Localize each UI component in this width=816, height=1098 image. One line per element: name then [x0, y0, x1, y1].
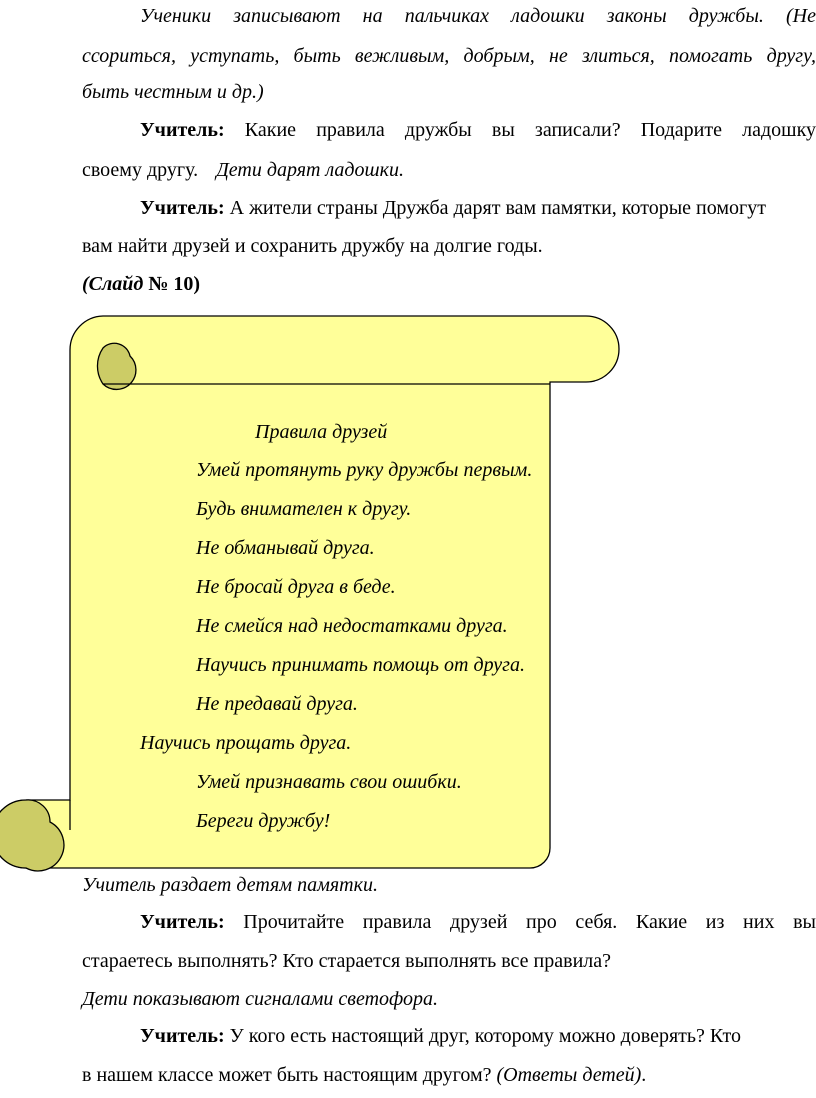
children-answers: (Ответы детей)	[496, 1064, 642, 1086]
friendship-rule: Не обманывай друга.	[196, 537, 375, 559]
teacher-line-4: вам найти друзей и сохранить дружбу на долгие годы.	[82, 235, 543, 257]
teacher-line-8: в нашем классе может быть настоящим другом? (Ответы детей).	[82, 1064, 647, 1086]
teacher-hands-out: Учитель раздает детям памятки.	[82, 874, 378, 896]
intro-line-3: быть честным и др.)	[82, 81, 264, 103]
slide-reference: (Слайд № 10)	[82, 273, 201, 295]
friendship-rule: Береги дружбу!	[196, 810, 331, 832]
teacher-text: своему другу.	[82, 159, 199, 181]
teacher-text: Прочитайте правила друзей про себя. Какие из них вы	[224, 911, 816, 933]
friendship-rule: Умей признавать свои ошибки.	[196, 771, 462, 793]
friendship-rule: Умей протянуть руку дружбы первым.	[196, 459, 533, 481]
speaker-label: Учитель:	[140, 1025, 225, 1047]
children-signals: Дети показывают сигналами светофора.	[82, 988, 438, 1010]
scroll-title: Правила друзей	[255, 421, 388, 443]
friendship-rule: Не предавай друга.	[196, 693, 358, 715]
teacher-text: У кого есть настоящий друг, которому можно доверять? Кто	[224, 1025, 741, 1047]
friendship-rule: Научись прощать друга.	[140, 732, 352, 754]
speaker-label: Учитель:	[140, 119, 225, 141]
friendship-rule: Не смейся над недостатками друга.	[196, 615, 508, 637]
friendship-rule: Будь внимателен к другу.	[196, 498, 412, 520]
children-action: Дети дарят ладошки.	[216, 159, 404, 181]
teacher-text: Какие правила дружбы вы записали? Подарите ладошку	[224, 119, 816, 141]
teacher-text: в нашем классе может быть настоящим другом?	[82, 1064, 492, 1086]
speaker-label: Учитель:	[140, 197, 225, 219]
slide-number: № 10)	[143, 273, 201, 295]
teacher-line-7	[140, 1024, 816, 1048]
friendship-rule: Не бросай друга в беде.	[196, 576, 396, 598]
slide-word: Слайд	[88, 273, 144, 295]
intro-line-1: Ученики записывают на пальчиках ладошки законы дружбы. (Не	[140, 5, 816, 27]
teacher-line-6: стараетесь выполнять? Кто старается выполнять все правила?	[82, 950, 612, 972]
teacher-line-5	[140, 910, 816, 934]
teacher-text: А жители страны Дружба дарят вам памятки, которые помогут	[224, 197, 766, 219]
speaker-label: Учитель:	[140, 911, 225, 933]
friendship-rule: Научись принимать помощь от друга.	[196, 654, 525, 676]
intro-line-2: ссориться, уступать, быть вежливым, добрым, не злиться, помогать другу,	[82, 45, 816, 67]
